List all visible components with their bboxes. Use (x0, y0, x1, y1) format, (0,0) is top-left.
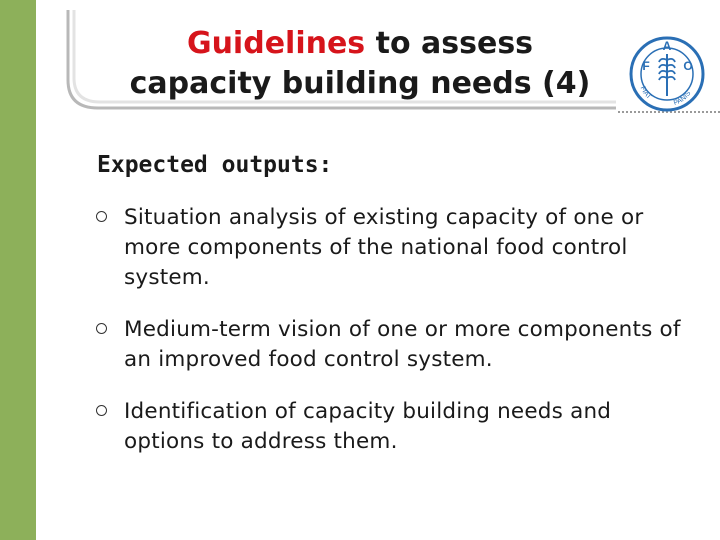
title-rest: to assess (365, 26, 534, 61)
logo-motto-left: FIAT (638, 85, 653, 101)
list-item (96, 315, 696, 375)
bullet-circle-icon (96, 211, 107, 222)
logo-motto-right: PANIS (672, 90, 693, 107)
bullet-list (96, 203, 696, 479)
list-item (96, 397, 696, 457)
section-heading: Expected outputs: (97, 152, 333, 178)
side-accent-bar (0, 0, 36, 540)
logo-letter-o: O (683, 59, 693, 73)
bullet-text: Identification of capacity building needs and options to address them. (124, 399, 612, 454)
slide-title (95, 24, 625, 104)
title-accent: Guidelines (186, 26, 366, 61)
fao-logo-icon (627, 34, 707, 114)
logo-letter-f: F (642, 59, 650, 73)
logo-letter-a: A (662, 39, 672, 53)
bullet-circle-icon (96, 323, 107, 334)
title-line-2: capacity building needs (4) (129, 66, 591, 101)
bullet-circle-icon (96, 405, 107, 416)
bullet-text: Situation analysis of existing capacity of one or more components of the national food control system. (124, 205, 644, 290)
list-item (96, 203, 696, 293)
bullet-text: Medium-term vision of one or more components of an improved food control system. (124, 317, 681, 372)
